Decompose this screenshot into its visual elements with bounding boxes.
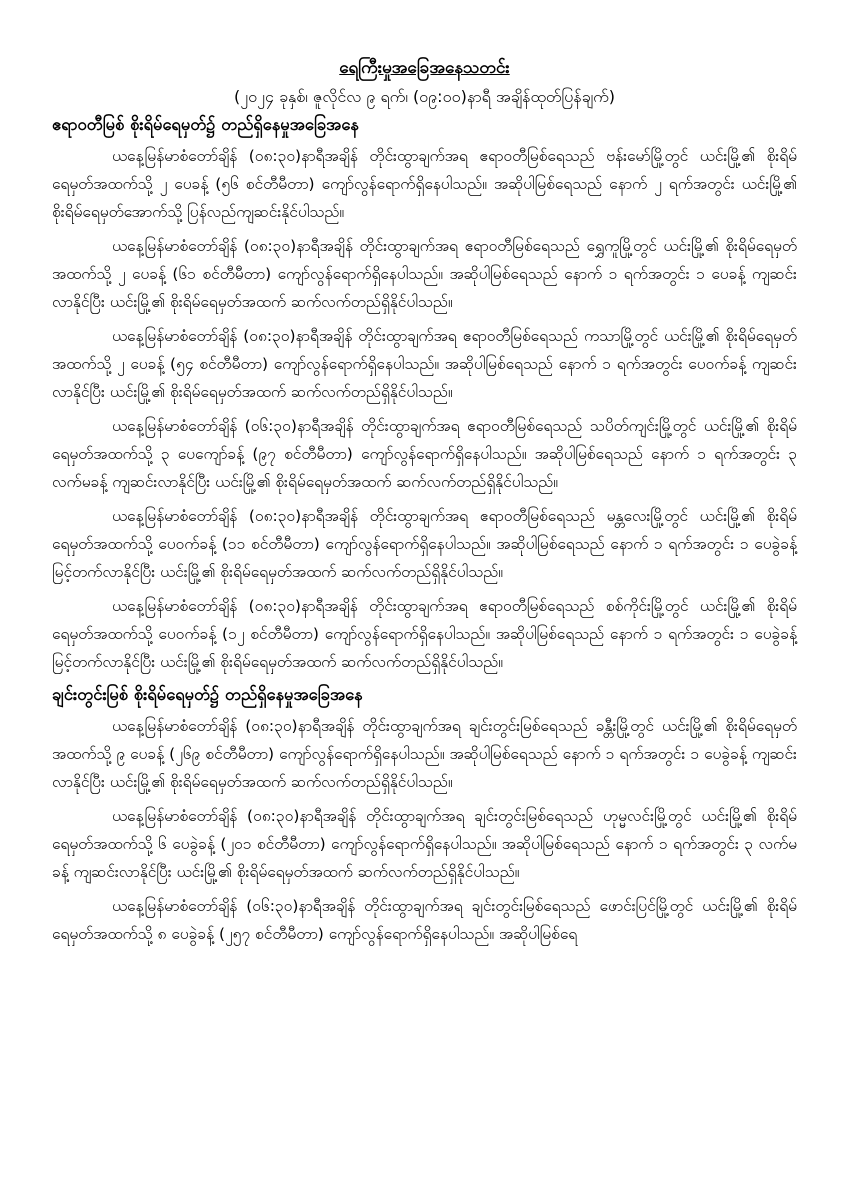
document-title: ရေကြီးမှုအခြေအနေသတင်း <box>339 58 510 78</box>
paragraph: ယနေ့မြန်မာစံတော်ချိန် (၀၈:၃၀)နာရီအချိန် တိုင်းထွာချက်အရ ချင်းတွင်းမြစ်ရေသည် ဟုမ္မလင်းမြို့တွင် ယင်းမြို့၏ စိုးရိမ်ရေမှတ်အထက်သို့ ၆ ပေခွဲခန့် (၂၀၁ စင်တီမီတာ) ကျော်လွန်ရောက်ရှိနေပါသည်။ အဆိုပါမြစ်ရေသည် နောက် ၁ ရက်အတွင်း ၃ လက်မခန့် ကျဆင်းလာနိုင်ပြီး ယင်းမြို့၏ စိုးရိမ်ရေမှတ်အထက် ဆက်လက်တည်ရှိနိုင်ပါသည်။ <box>52 807 797 881</box>
paragraph: ယနေ့မြန်မာစံတော်ချိန် (၀၆:၃၀)နာရီအချိန် တိုင်းထွာချက်အရ ဧရာဝတီမြစ်ရေသည် သပိတ်ကျင်းမြို့တွင် ယင်းမြို့၏ စိုးရိမ်ရေမှတ်အထက်သို့ ၃ ပေကျော်ခန့် (၉၇ စင်တီမီတာ) ကျော်လွန်ရောက်ရှိနေပါသည်။ အဆိုပါမြစ်ရေသည် နောက် ၁ ရက်အတွင်း ၃ လက်မခန့် ကျဆင်းလာနိုင်ပြီး ယင်းမြို့၏ စိုးရိမ်ရေမှတ်အထက် ဆက်လက်တည်ရှိနိုင်ပါသည်။ <box>52 417 797 491</box>
paragraph: ယနေ့မြန်မာစံတော်ချိန် (၀၆:၃၀)နာရီအချိန် တိုင်းထွာချက်အရ ချင်းတွင်းမြစ်ရေသည် ဖောင်းပြင်မြို့တွင် ယင်းမြို့၏ စိုးရိမ်ရေမှတ်အထက်သို့ ၈ ပေခွဲခန့် (၂၅၇ စင်တီမီတာ) ကျော်လွန်ရောက်ရှိနေပါသည်။ အဆိုပါမြစ်ရေ <box>52 897 797 943</box>
paragraph: ယနေ့မြန်မာစံတော်ချိန် (၀၈:၃၀)နာရီအချိန် တိုင်းထွာချက်အရ ဧရာဝတီမြစ်ရေသည် ဗန်းမော်မြို့တွင် ယင်းမြို့၏ စိုးရိမ်ရေမှတ်အထက်သို့ ၂ ပေခန့် (၅၆ စင်တီမီတာ) ကျော်လွန်ရောက်ရှိနေပါသည်။ အဆိုပါမြစ်ရေသည် နောက် ၂ ရက်အတွင်း ယင်းမြို့၏ စိုးရိမ်ရေမှတ်အောက်သို့ ပြန်လည်ကျဆင်းနိုင်ပါသည်။ <box>52 147 797 221</box>
section-chindwin <box>52 682 797 948</box>
paragraph: ယနေ့မြန်မာစံတော်ချိန် (၀၈:၃၀)နာရီအချိန် တိုင်းထွာချက်အရ ဧရာဝတီမြစ်ရေသည် ရွှေကူမြို့တွင် ယင်းမြို့၏ စိုးရိမ်ရေမှတ်အထက်သို့ ၂ ပေခန့် (၆၁ စင်တီမီတာ) ကျော်လွန်ရောက်ရှိနေပါသည်။ အဆိုပါမြစ်ရေသည် နောက် ၁ ရက်အတွင်း ၁ ပေခန့် ကျဆင်းလာနိုင်ပြီး ယင်းမြို့၏ စိုးရိမ်ရေမှတ်အထက် ဆက်လက်တည်ရှိနိုင်ပါသည်။ <box>52 237 797 311</box>
document-subtitle: (၂၀၂၄ ခုနှစ်၊ ဇူလိုင်လ ၉ ရက်၊ (၀၉:၀၀)နာရီ အချိန်ထုတ်ပြန်ချက်) <box>233 87 616 106</box>
paragraph: ယနေ့မြန်မာစံတော်ချိန် (၀၈:၃၀)နာရီအချိန် တိုင်းထွာချက်အရ ချင်းတွင်းမြစ်ရေသည် ခန္တီးမြို့တွင် ယင်းမြို့၏ စိုးရိမ်ရေမှတ်အထက်သို့ ၉ ပေခန့် (၂၆၉ စင်တီမီတာ) ကျော်လွန်ရောက်ရှိနေပါသည်။ အဆိုပါမြစ်ရေသည် နောက် ၁ ရက်အတွင်း ၁ ပေခွဲခန့် ကျဆင်းလာနိုင်ပြီး ယင်းမြို့၏ စိုးရိမ်ရေမှတ်အထက် ဆက်လက်တည်ရှိနိုင်ပါသည်။ <box>52 717 797 791</box>
section-heading: ချင်းတွင်းမြစ် စိုးရိမ်ရေမှတ်၌ တည်ရှိနေမှုအခြေအနေ <box>52 685 363 704</box>
paragraph: ယနေ့မြန်မာစံတော်ချိန် (၀၈:၃၀)နာရီအချိန် တိုင်းထွာချက်အရ ဧရာဝတီမြစ်ရေသည် ကသာမြို့တွင် ယင်းမြို့၏ စိုးရိမ်ရေမှတ်အထက်သို့ ၂ ပေခန့် (၅၄ စင်တီမီတာ) ကျော်လွန်ရောက်ရှိနေပါသည်။ အဆိုပါမြစ်ရေသည် နောက် ၁ ရက်အတွင်း ပေဝက်ခန့် ကျဆင်းလာနိုင်ပြီး ယင်းမြို့၏ စိုးရိမ်ရေမှတ်အထက် ဆက်လက်တည်ရှိနိုင်ပါသည်။ <box>52 327 797 401</box>
section-heading: ဧရာဝတီမြစ် စိုးရိမ်ရေမှတ်၌ တည်ရှိနေမှုအခြေအနေ <box>52 115 359 134</box>
paragraph: ယနေ့မြန်မာစံတော်ချိန် (၀၈:၃၀)နာရီအချိန် တိုင်းထွာချက်အရ ဧရာဝတီမြစ်ရေသည် မန္တလေးမြို့တွင် ယင်းမြို့၏ စိုးရိမ်ရေမှတ်အထက်သို့ ပေဝက်ခန့် (၁၁ စင်တီမီတာ) ကျော်လွန်ရောက်ရှိနေပါသည်။ အဆိုပါမြစ်ရေသည် နောက် ၁ ရက်အတွင်း ၁ ပေခွဲခန့် မြင့်တက်လာနိုင်ပြီး ယင်းမြို့၏ စိုးရိမ်ရေမှတ်အထက် ဆက်လက်တည်ရှိနိုင်ပါသည်။ <box>52 507 797 581</box>
section-ayeyarwady <box>52 112 797 676</box>
paragraph: ယနေ့မြန်မာစံတော်ချိန် (၀၈:၃၀)နာရီအချိန် တိုင်းထွာချက်အရ ဧရာဝတီမြစ်ရေသည် စစ်ကိုင်းမြို့တွင် ယင်းမြို့၏ စိုးရိမ်ရေမှတ်အထက်သို့ ပေဝက်ခန့် (၁၂ စင်တီမီတာ) ကျော်လွန်ရောက်ရှိနေပါသည်။ အဆိုပါမြစ်ရေသည် နောက် ၁ ရက်အတွင်း ၁ ပေခွဲခန့် မြင့်တက်လာနိုင်ပြီး ယင်းမြို့၏ စိုးရိမ်ရေမှတ်အထက် ဆက်လက်တည်ရှိနိုင်ပါသည်။ <box>52 597 797 671</box>
